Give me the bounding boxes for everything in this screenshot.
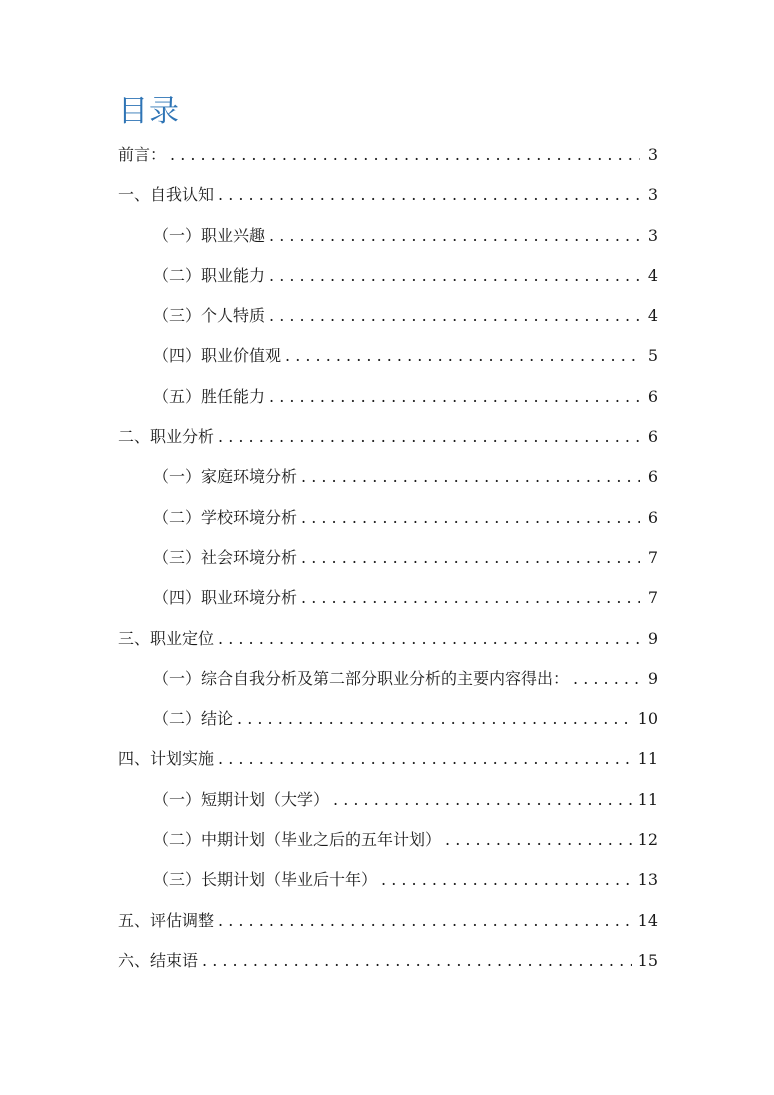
- toc-dot-leader: [333, 780, 632, 820]
- toc-entry-label: （一）短期计划（大学）: [153, 789, 330, 809]
- page-title: 目录: [118, 94, 180, 129]
- toc-dot-leader: [301, 457, 640, 497]
- toc-entry-page-number: 6: [647, 386, 658, 406]
- toc-entry-label: （三）个人特质: [153, 306, 266, 326]
- toc-entry[interactable]: [118, 820, 658, 860]
- toc-entry[interactable]: [118, 739, 658, 779]
- toc-entry[interactable]: [118, 498, 658, 538]
- toc-entry-page-number: 4: [647, 306, 658, 326]
- toc-entry[interactable]: [118, 135, 658, 175]
- toc-entry[interactable]: [118, 175, 658, 215]
- toc-entry-page-number: 3: [647, 225, 658, 245]
- toc-dot-leader: [218, 175, 640, 215]
- toc-entry[interactable]: [118, 216, 658, 256]
- toc-dot-leader: [202, 941, 632, 981]
- toc-entry-label: 二、职业分析: [118, 427, 215, 447]
- toc-dot-leader: [445, 820, 632, 860]
- toc-entry-page-number: 7: [647, 588, 658, 608]
- toc-entry-label: （一）家庭环境分析: [153, 467, 298, 487]
- toc-entry[interactable]: [118, 901, 658, 941]
- toc-entry-label: （三）社会环境分析: [153, 547, 298, 567]
- toc-entry-page-number: 6: [647, 427, 658, 447]
- toc-entry-label: 六、结束语: [118, 950, 199, 970]
- toc-entry[interactable]: [118, 578, 658, 618]
- toc-entry[interactable]: [118, 457, 658, 497]
- toc-dot-leader: [218, 417, 640, 457]
- toc-dot-leader: [218, 901, 632, 941]
- toc-dot-leader: [301, 578, 640, 618]
- toc-entry[interactable]: [118, 296, 658, 336]
- toc-entry-page-number: 3: [647, 145, 658, 164]
- toc-entry-label: （二）职业能力: [153, 265, 266, 285]
- toc-entry-label: （一）职业兴趣: [153, 225, 266, 245]
- toc-dot-leader: [269, 296, 640, 336]
- toc-entry-page-number: 5: [647, 346, 658, 366]
- toc-entry-label: 三、职业定位: [118, 628, 215, 648]
- toc-entry-page-number: 11: [637, 749, 658, 769]
- toc-entry-page-number: 12: [637, 830, 658, 850]
- toc-entry[interactable]: [118, 336, 658, 376]
- toc-entry-label: （五）胜任能力: [153, 386, 266, 406]
- toc-entry-page-number: 9: [647, 668, 658, 688]
- toc-entry[interactable]: [118, 860, 658, 900]
- toc-entry[interactable]: [118, 699, 658, 739]
- toc-entry-page-number: 3: [647, 185, 658, 205]
- toc-entry[interactable]: [118, 538, 658, 578]
- toc-entry-label: （三）长期计划（毕业后十年）: [153, 870, 378, 890]
- toc-entry-label: （四）职业环境分析: [153, 588, 298, 608]
- toc-dot-leader: [237, 699, 632, 739]
- toc-entry-label: 五、评估调整: [118, 910, 215, 930]
- toc-entry-label: 四、计划实施: [118, 749, 215, 769]
- toc-entry[interactable]: [118, 619, 658, 659]
- toc-entry-label: （二）中期计划（毕业之后的五年计划）: [153, 830, 442, 850]
- toc-dot-leader: [573, 659, 640, 699]
- toc-dot-leader: [218, 739, 632, 779]
- toc-dot-leader: [269, 256, 640, 296]
- toc-entry-page-number: 10: [637, 709, 658, 729]
- toc-entry-page-number: 11: [637, 789, 658, 809]
- toc-dot-leader: [285, 336, 640, 376]
- toc-dot-leader: [301, 538, 640, 578]
- toc-entry[interactable]: [118, 417, 658, 457]
- toc-dot-leader: [301, 498, 640, 538]
- toc-entry[interactable]: [118, 780, 658, 820]
- toc-entry[interactable]: [118, 256, 658, 296]
- toc-dot-leader: [381, 860, 632, 900]
- toc-entry-label: （二）结论: [153, 709, 234, 729]
- toc-entry-page-number: 4: [647, 265, 658, 285]
- toc-entry-label: 一、自我认知: [118, 185, 215, 205]
- toc-entry-label: （四）职业价值观: [153, 346, 282, 366]
- table-of-contents: [118, 135, 658, 981]
- toc-entry-page-number: 9: [647, 628, 658, 648]
- toc-dot-leader: [269, 216, 640, 256]
- toc-dot-leader: [170, 135, 640, 175]
- toc-entry-page-number: 14: [637, 910, 658, 930]
- toc-entry-page-number: 6: [647, 467, 658, 487]
- toc-entry-page-number: 15: [637, 950, 658, 970]
- toc-entry-page-number: 13: [637, 870, 658, 890]
- toc-dot-leader: [218, 619, 640, 659]
- toc-entry[interactable]: [118, 377, 658, 417]
- toc-entry-page-number: 7: [647, 547, 658, 567]
- toc-dot-leader: [269, 377, 640, 417]
- toc-entry-label: （二）学校环境分析: [153, 507, 298, 527]
- toc-entry-label: 前言：: [118, 145, 167, 164]
- toc-entry-page-number: 6: [647, 507, 658, 527]
- toc-entry[interactable]: [118, 941, 658, 981]
- toc-entry-label: （一）综合自我分析及第二部分职业分析的主要内容得出：: [153, 668, 570, 688]
- toc-entry[interactable]: [118, 659, 658, 699]
